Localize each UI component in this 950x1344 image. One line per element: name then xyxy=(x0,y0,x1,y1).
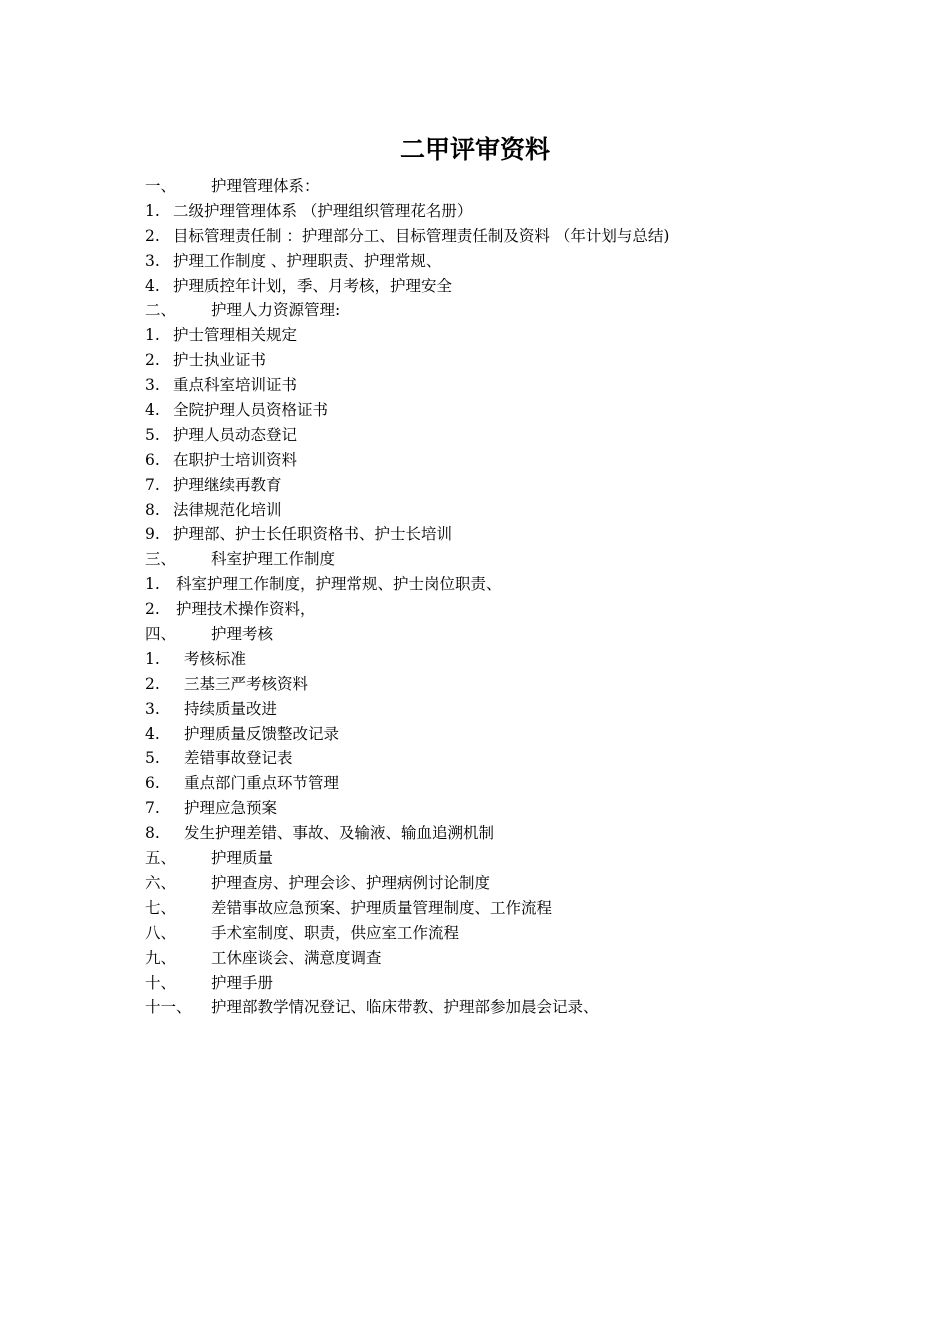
section-text: 护理手册 xyxy=(211,973,274,992)
item-text: 重点科室培训证书 xyxy=(173,376,298,395)
item-number: 7. xyxy=(145,475,160,494)
item-text: 目标管理责任制 ：护理部分工、目标管理责任制及资料 （年计划与总结) xyxy=(173,226,670,245)
section-heading xyxy=(145,871,845,896)
item-text: 差错事故登记表 xyxy=(184,749,293,768)
item-text: 护理质控年计划，季、月考核，护理安全 xyxy=(173,276,453,295)
section-heading xyxy=(145,946,845,971)
item-text: 护理人员动态登记 xyxy=(173,425,298,444)
section-number: 四、 xyxy=(145,625,177,644)
document-title: 二甲评审资料 xyxy=(399,135,550,164)
section-number: 一、 xyxy=(145,177,177,195)
item-text: 科室护理工作制度，护理常规、护士岗位职责、 xyxy=(176,575,502,594)
section-text: 护理管理体系： xyxy=(211,177,320,195)
item-text: 全院护理人员资格证书 xyxy=(173,401,329,420)
item-number: 7. xyxy=(145,799,160,818)
list-item xyxy=(145,373,845,398)
item-number: 6. xyxy=(145,774,160,793)
item-number: 4. xyxy=(145,724,160,743)
item-number: 2. xyxy=(145,226,160,245)
item-number: 8. xyxy=(145,824,160,843)
list-item xyxy=(145,473,845,498)
section-heading xyxy=(145,896,845,921)
list-item xyxy=(145,448,845,473)
list-item xyxy=(145,522,845,547)
list-item xyxy=(145,572,845,597)
item-number: 4. xyxy=(145,276,160,295)
document-outline xyxy=(145,174,845,1020)
item-text: 护理工作制度 、护理职责、护理常规、 xyxy=(173,251,442,270)
item-text: 护士管理相关规定 xyxy=(173,326,298,345)
item-number: 2. xyxy=(145,351,160,370)
item-text: 持续质量改进 xyxy=(184,699,278,718)
list-item xyxy=(145,722,845,747)
list-item xyxy=(145,821,845,846)
item-number: 5. xyxy=(145,425,160,444)
item-text: 法律规范化培训 xyxy=(173,500,282,519)
list-item xyxy=(145,348,845,373)
section-number: 七、 xyxy=(145,898,177,917)
list-item xyxy=(145,746,845,771)
section-heading xyxy=(145,298,845,323)
item-number: 1. xyxy=(145,201,160,220)
item-number: 1. xyxy=(145,326,160,345)
item-text: 重点部门重点环节管理 xyxy=(184,774,340,793)
list-item xyxy=(145,796,845,821)
section-number: 五、 xyxy=(145,849,177,868)
item-number: 1. xyxy=(145,575,160,594)
section-heading xyxy=(145,622,845,647)
item-text: 护理技术操作资料， xyxy=(176,600,316,619)
section-heading xyxy=(145,971,845,996)
section-text: 护理考核 xyxy=(211,625,274,644)
section-text: 护理人力资源管理: xyxy=(211,301,341,320)
item-number: 3. xyxy=(145,251,160,270)
item-number: 3. xyxy=(145,699,160,718)
section-number: 六、 xyxy=(145,873,177,892)
section-text: 护理质量 xyxy=(211,849,274,868)
section-number: 十、 xyxy=(145,973,177,992)
list-item xyxy=(145,199,845,224)
section-number: 八、 xyxy=(145,923,177,942)
section-text: 科室护理工作制度 xyxy=(211,550,336,569)
section-text: 工休座谈会、满意度调查 xyxy=(211,948,382,967)
item-text: 考核标准 xyxy=(184,649,247,668)
item-text: 护理应急预案 xyxy=(184,799,278,818)
section-number: 三、 xyxy=(145,550,177,569)
item-number: 1. xyxy=(145,649,160,668)
section-number: 十一、 xyxy=(145,998,192,1017)
item-text: 护理部、护士长任职资格书、护士长培训 xyxy=(173,525,453,544)
item-number: 8. xyxy=(145,500,160,519)
section-text: 护理部教学情况登记、临床带教、护理部参加晨会记录、 xyxy=(211,998,599,1017)
item-text: 护理质量反馈整改记录 xyxy=(184,724,340,743)
list-item xyxy=(145,274,845,299)
section-heading xyxy=(145,995,845,1020)
section-text: 护理查房、护理会诊、护理病例讨论制度 xyxy=(211,873,491,892)
list-item xyxy=(145,771,845,796)
section-number: 二、 xyxy=(145,301,177,320)
item-text: 三基三严考核资料 xyxy=(184,674,309,693)
section-text: 手术室制度、职责，供应室工作流程 xyxy=(211,923,460,942)
list-item xyxy=(145,423,845,448)
list-item xyxy=(145,498,845,523)
list-item xyxy=(145,398,845,423)
list-item xyxy=(145,672,845,697)
section-heading xyxy=(145,547,845,572)
list-item xyxy=(145,647,845,672)
section-heading xyxy=(145,846,845,871)
item-text: 护士执业证书 xyxy=(173,351,267,370)
item-number: 9. xyxy=(145,525,160,544)
section-number: 九、 xyxy=(145,948,177,967)
item-text: 护理继续再教育 xyxy=(173,475,282,494)
section-heading xyxy=(145,921,845,946)
list-item xyxy=(145,597,845,622)
item-number: 4. xyxy=(145,401,160,420)
list-item xyxy=(145,249,845,274)
list-item xyxy=(145,323,845,348)
item-text: 发生护理差错、事故、及输液、输血追溯机制 xyxy=(184,824,495,843)
list-item xyxy=(145,697,845,722)
item-number: 3. xyxy=(145,376,160,395)
item-number: 5. xyxy=(145,749,160,768)
section-text: 差错事故应急预案、护理质量管理制度、工作流程 xyxy=(211,898,553,917)
list-item xyxy=(145,224,845,249)
item-text: 二级护理管理体系 （护理组织管理花名册） xyxy=(173,201,473,220)
section-heading xyxy=(145,174,845,199)
item-number: 6. xyxy=(145,450,160,469)
item-number: 2. xyxy=(145,674,160,693)
item-number: 2. xyxy=(145,600,160,619)
item-text: 在职护士培训资料 xyxy=(173,450,298,469)
